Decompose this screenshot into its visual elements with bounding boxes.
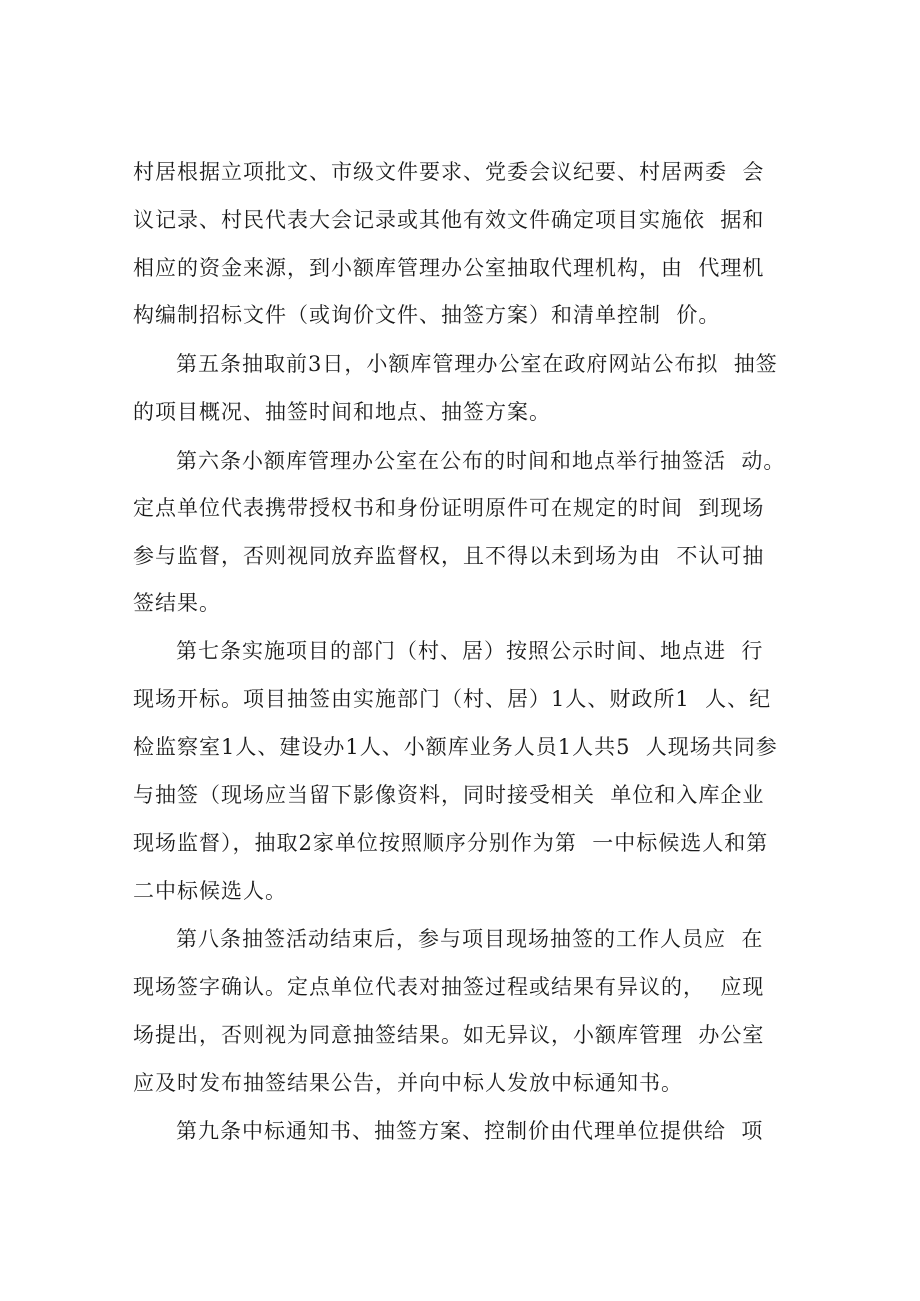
text-line: 第七条实施项目的部门（村、居）按照公示时间、地点进 行 <box>176 639 764 663</box>
text-line: 第八条抽签活动结束后，参与项目现场抽签的工作人员应 在 <box>176 927 764 951</box>
text-line: 现场签字确认。定点单位代表对抽签过程或结果有异议的， 应现 <box>133 975 765 999</box>
text-line: 第五条抽取前3日，小额库管理办公室在政府网站公布拟 抽签 <box>176 352 778 376</box>
text-line: 参与监督，否则视同放弃监督权，且不得以未到场为由 不认可抽 <box>133 544 765 568</box>
text-line: 的项目概况、抽签时间和地点、抽签方案。 <box>133 400 551 424</box>
text-line: 议记录、村民代表大会记录或其他有效文件确定项目实施依 据和 <box>133 208 765 232</box>
text-line: 二中标候选人。 <box>133 879 287 903</box>
text-line: 定点单位代表携带授权书和身份证明原件可在规定的时间 到现场 <box>133 496 765 520</box>
text-line: 第六条小额库管理办公室在公布的时间和地点举行抽签活 动。 <box>176 449 786 473</box>
text-line: 检监察室1人、建设办1人、小额库业务人员1人共5 人现场共同参 <box>133 735 778 759</box>
text-line: 相应的资金来源，到小额库管理办公室抽取代理机构，由 代理机 <box>133 256 765 280</box>
text-line: 现场开标。项目抽签由实施部门（村、居）1人、财政所1 人、纪 <box>133 687 772 711</box>
text-line: 签结果。 <box>133 591 221 615</box>
text-line: 村居根据立项批文、市级文件要求、党委会议纪要、村居两委 会 <box>133 160 765 184</box>
text-line: 与抽签（现场应当留下影像资料，同时接受相关 单位和入库企业 <box>133 783 765 807</box>
text-line: 场提出，否则视为同意抽签结果。如无异议，小额库管理 办公室 <box>133 1023 765 1047</box>
text-line: 构编制招标文件（或询价文件、抽签方案）和清单控制 价。 <box>133 303 721 327</box>
text-line: 现场监督），抽取2家单位按照顺序分别作为第 一中标候选人和第 <box>133 831 769 855</box>
text-line: 应及时发布抽签结果公告，并向中标人发放中标通知书。 <box>133 1071 683 1095</box>
text-line: 第九条中标通知书、抽签方案、控制价由代理单位提供给 项 <box>176 1119 764 1143</box>
